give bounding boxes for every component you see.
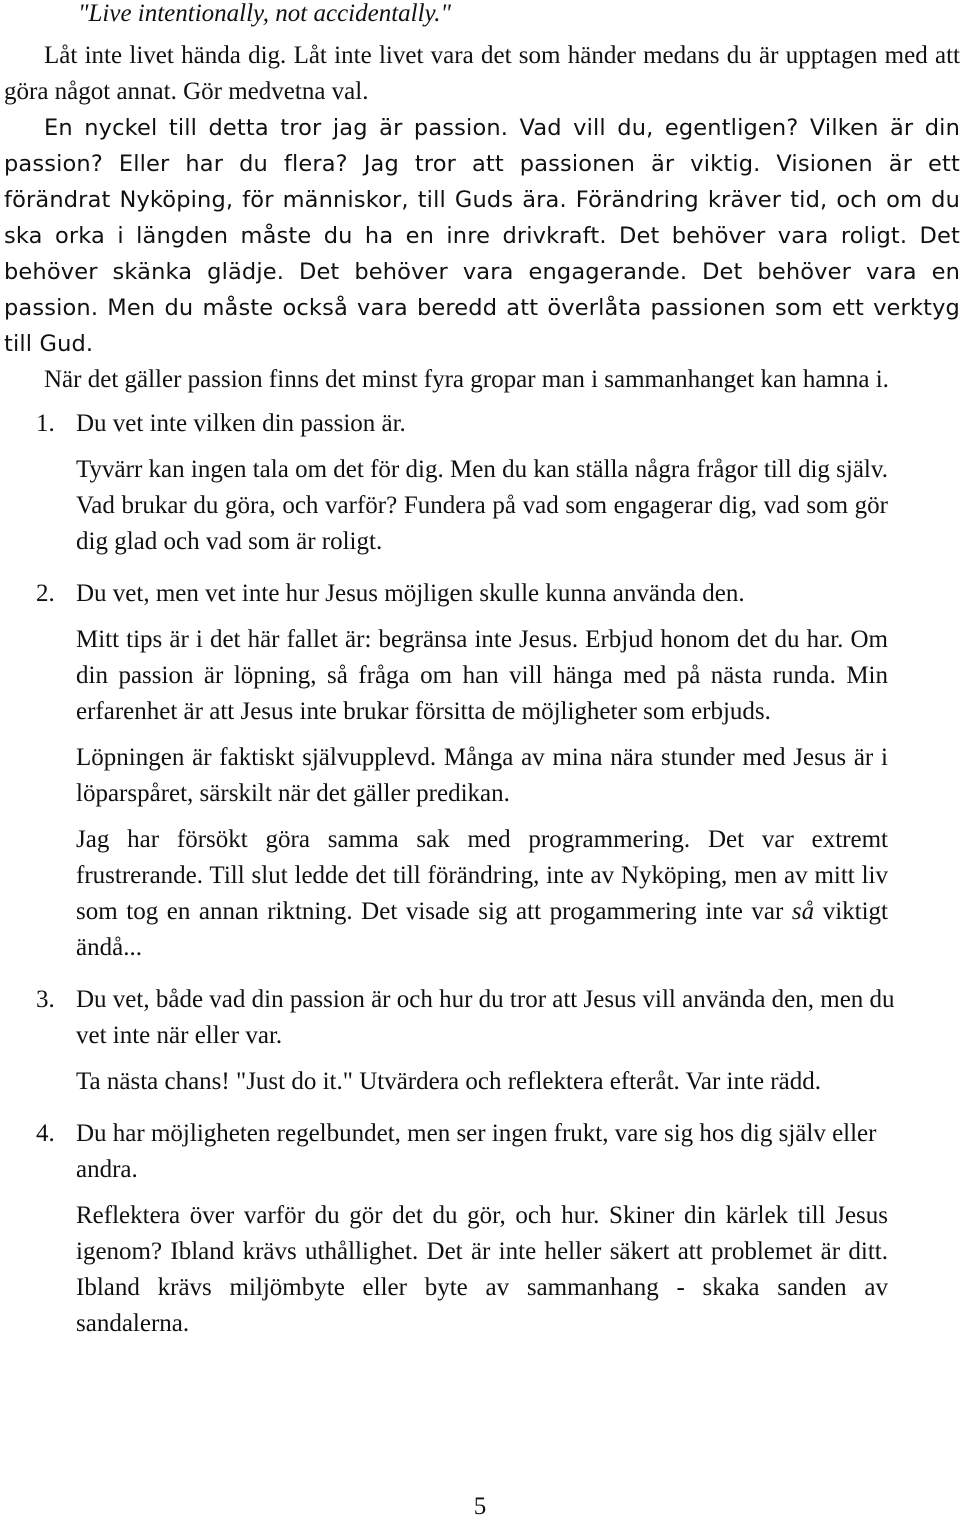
list-item-paragraph: Tyvärr kan ingen tala om det för dig. Men du kan ställa några frågor till dig själv. Vad brukar du göra, och varför? Fundera på vad som engagerar dig, vad som gör dig glad och vad som är roligt. bbox=[76, 456, 888, 555]
body-text bbox=[4, 38, 960, 1358]
intro-paragraph-1: Låt inte livet hända dig. Låt inte livet vara det som händer medans du är upptagen med att göra något annat. Gör medvetna val. bbox=[4, 42, 960, 105]
page-number: 5 bbox=[473, 1493, 487, 1520]
intro-paragraph-2: En nyckel till detta tror jag är passion. Vad vill du, egentligen? Vilken är din passion? Eller har du flera? Jag tror att passionen är viktig. Visionen är ett förändrat Nyköping, för människor, till Guds ära. Förändring kräver tid, och om du ska orka i längden måste du ha en inre drivkraft. Det behöver vara roligt. Det behöver skänka glädje. Det behöver vara engagerande. Det behöver vara en passion. Men du måste också vara beredd att överlåta passionen som ett verktyg till Gud. bbox=[4, 115, 960, 357]
list-item-number: 4. bbox=[36, 1120, 55, 1147]
list-item-paragraph: Ta nästa chans! "Just do it." Utvärdera och reflektera efteråt. Var inte rädd. bbox=[76, 1068, 821, 1095]
paragraph-text: Jag har försökt göra samma sak med programmering. Det var extremt frustrerande. Till slut ledde det till förändring, inte av Nyköping, men av mitt liv som tog en annan riktning. Det visade sig att progammering inte var bbox=[76, 826, 888, 925]
list-item bbox=[4, 982, 960, 1100]
list-item bbox=[4, 1116, 960, 1342]
pitfall-list bbox=[4, 406, 960, 1342]
emphasized-word: så bbox=[791, 898, 815, 925]
list-item-heading: Du har möjligheten regelbundet, men ser ingen frukt, vare sig hos dig själv eller andra. bbox=[76, 1120, 877, 1183]
list-item-paragraph: Mitt tips är i det här fallet är: begränsa inte Jesus. Erbjud honom det du har. Om din passion är löpning, så fråga om han vill hänga med på nästa runda. Min erfarenhet är att Jesus inte brukar försitta de möjligheter som erbjuds. bbox=[76, 626, 888, 725]
list-item-number: 2. bbox=[36, 580, 55, 607]
intro-paragraph-3: När det gäller passion finns det minst fyra gropar man i sammanhanget kan hamna i. bbox=[44, 366, 889, 393]
list-item-heading: Du vet, men vet inte hur Jesus möjligen skulle kunna använda den. bbox=[76, 580, 745, 607]
list-item-paragraph bbox=[76, 822, 888, 966]
list-item-number: 1. bbox=[36, 410, 55, 437]
list-item-number: 3. bbox=[36, 986, 55, 1013]
list-item-heading: Du vet, både vad din passion är och hur du tror att Jesus vill använda den, men du vet inte när eller var. bbox=[76, 986, 895, 1049]
list-item bbox=[4, 576, 960, 966]
list-item-paragraph: Löpningen är faktiskt självupplevd. Många av mina nära stunder med Jesus är i löparspåret, särskilt när det gäller predikan. bbox=[76, 744, 888, 807]
list-item bbox=[4, 406, 960, 560]
list-item-paragraph: Reflektera över varför du gör det du gör, och hur. Skiner din kärlek till Jesus igenom? Ibland krävs uthållighet. Det är inte heller säkert att problemet är ditt. Ibland krävs miljömbyte eller byte av sammanhang - skaka sanden av sandalerna. bbox=[76, 1202, 888, 1337]
paragraph-text: viktigt ändå... bbox=[76, 898, 888, 961]
epigraph-quote: "Live intentionally, not accidentally." bbox=[78, 0, 452, 27]
list-item-heading: Du vet inte vilken din passion är. bbox=[76, 410, 406, 437]
